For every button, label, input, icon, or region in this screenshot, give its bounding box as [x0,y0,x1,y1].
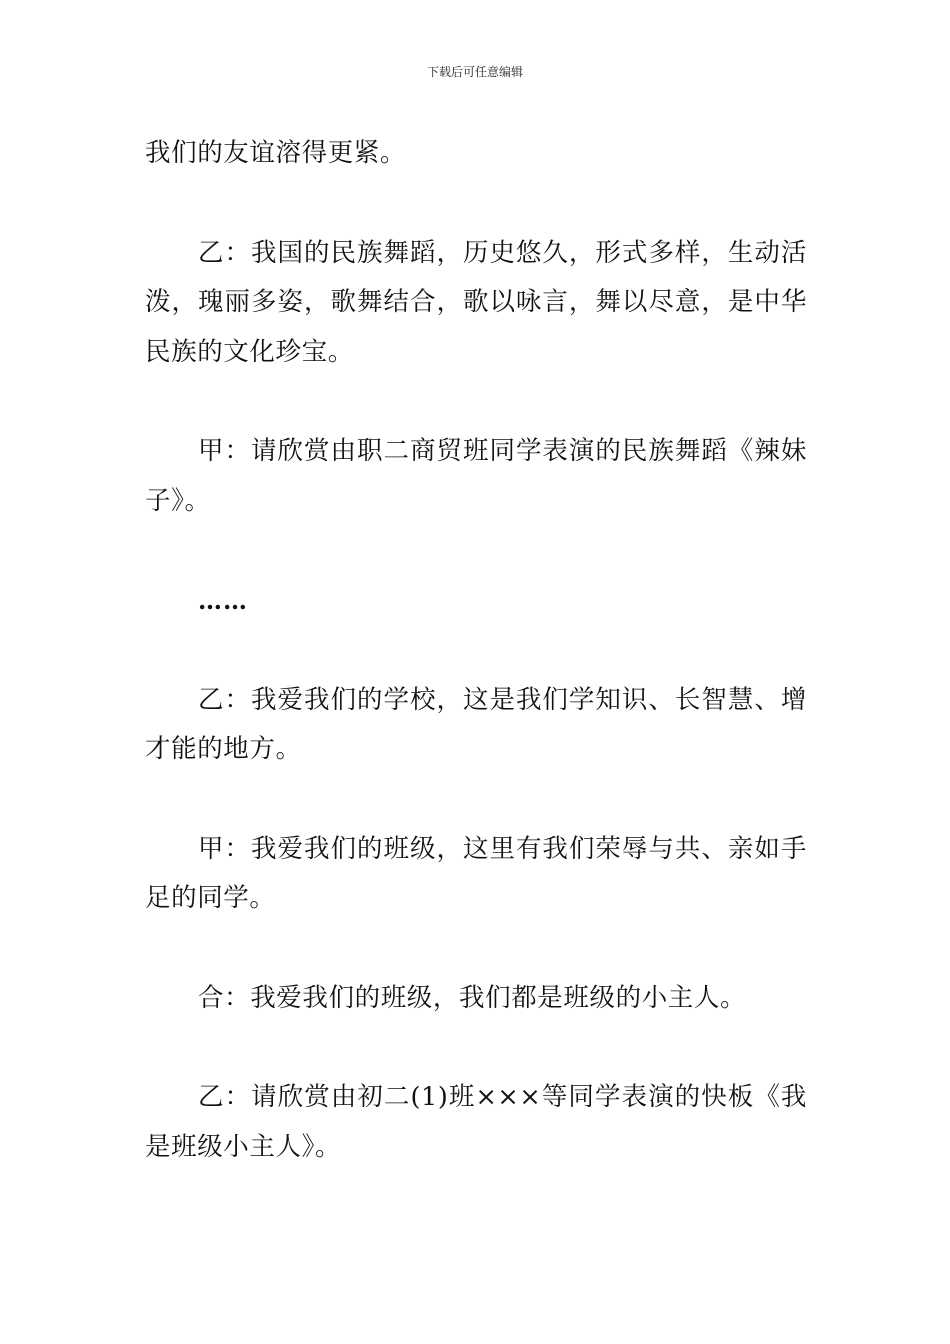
paragraph-yi-dance: 乙：我国的民族舞蹈，历史悠久，形式多样，生动活泼，瑰丽多姿，歌舞结合，歌以咏言，舞以尽意，是中华民族的文化珍宝。 [145,237,807,367]
paragraph-yi-kuaiban-intro: 乙：请欣赏由初二(1)班×××等同学表演的快板《我是班级小主人》。 [145,1082,807,1162]
paragraph-yi-school: 乙：我爱我们的学校，这是我们学知识、长智慧、增才能的地方。 [145,684,807,764]
paragraph-he-together: 合：我爱我们的班级，我们都是班级的小主人。 [198,982,747,1013]
paragraph-jia-class: 甲：我爱我们的班级，这里有我们荣辱与共、亲如手足的同学。 [145,833,807,913]
ellipsis: …… [198,586,248,615]
paragraph-jia-dance-intro: 甲：请欣赏由职二商贸班同学表演的民族舞蹈《辣妹子》。 [145,436,807,516]
paragraph-continuation: 我们的友谊溶得更紧。 [145,138,407,168]
document-body [145,129,807,1172]
page-header: 下载后可任意编辑 [426,65,523,79]
